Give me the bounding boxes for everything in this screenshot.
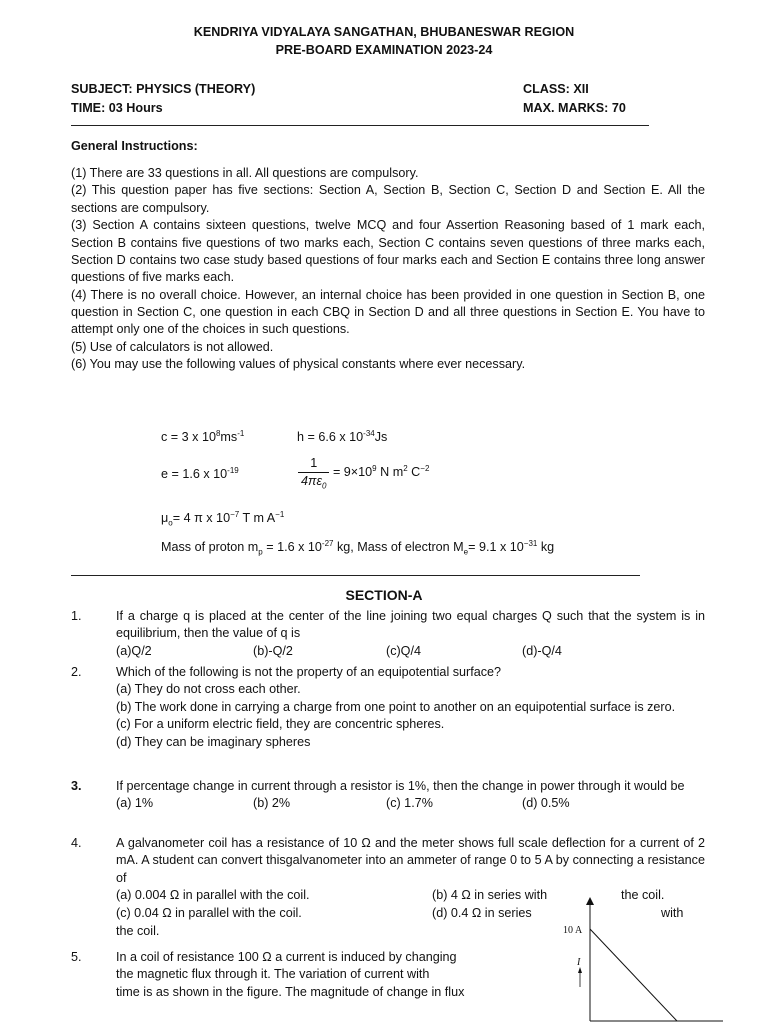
instruction-item: (6) You may use the following values of physical constants where ever necessary. bbox=[71, 357, 526, 372]
question-text-line: the magnetic flux through it. The variation of current with bbox=[116, 967, 430, 982]
option-d: (d)-Q/4 bbox=[522, 643, 562, 658]
graph-y-label: 10 A bbox=[563, 925, 583, 936]
option-c: (c)Q/4 bbox=[386, 643, 421, 658]
option-d: (d) 0.4 Ω in series bbox=[432, 906, 532, 921]
option-d-end: the coil. bbox=[116, 924, 160, 939]
constant-c: c = 3 x $10^8ms^{-1}$ bbox=[161, 428, 245, 444]
question-2 bbox=[71, 664, 711, 751]
option-c: (c) 1.7% bbox=[386, 796, 433, 811]
instruction-item: (5) Use of calculators is not allowed. bbox=[71, 339, 274, 354]
question-5 bbox=[71, 949, 541, 1001]
constant-mu: $\mu_o= 4$ π x $10^{-7}$ T m $A^{-1}$ bbox=[161, 509, 285, 528]
question-text-line: In a coil of resistance 100 Ω a current is induced by changing bbox=[116, 950, 457, 964]
question-number: 1. bbox=[71, 609, 82, 623]
option-a: (a) 0.004 Ω in parallel with the coil. bbox=[116, 888, 310, 903]
option-b: (b) 2% bbox=[253, 796, 291, 811]
coulomb-fraction: $\frac{1}{4\pi\varepsilon_0}$ bbox=[298, 455, 329, 491]
exam-title: PRE-BOARD EXAMINATION 2023-24 bbox=[275, 43, 493, 57]
option-d-tail: with bbox=[661, 906, 684, 921]
question-number: 3. bbox=[71, 779, 82, 793]
question-text: A galvanometer coil has a resistance of 10 Ω and the meter shows full scale deflection for a current of 2 mA. A student can convert thisgalvanometer into an ammeter of range 0 to 5 A by connecting a resistance of bbox=[116, 836, 705, 885]
subject-label: SUBJECT: PHYSICS (THEORY) bbox=[71, 82, 256, 96]
instruction-item: (3) Section A contains sixteen questions, twelve MCQ and four Assertion Reasoning based of 1 mark each, Section B contains five questions of two marks each, Section C contains seven questions of three marks each, Section D contains two case study based questions of four marks each and Section E contains three long answer questions of five marks each. bbox=[71, 218, 705, 285]
max-marks-label: MAX. MARKS: 70 bbox=[523, 101, 626, 115]
option-a: (a) 1% bbox=[116, 796, 154, 811]
option-b: (b) 4 Ω in series with bbox=[432, 888, 548, 903]
question-1 bbox=[71, 608, 711, 661]
graph-axis-label: I bbox=[577, 957, 581, 968]
constant-e: e = 1.6 x $10^{-19}$ bbox=[161, 465, 239, 481]
constant-coulomb: $\frac{1}{4\pi\varepsilon_0}$ = $9\times 10^9$ N $m^2$ $C^{-2}$ bbox=[298, 455, 429, 491]
option-b: (b)-Q/2 bbox=[253, 643, 293, 658]
question-3 bbox=[71, 778, 711, 813]
class-label: CLASS: XII bbox=[523, 82, 589, 96]
y-axis-arrow-icon bbox=[586, 897, 594, 905]
school-name: KENDRIYA VIDYALAYA SANGATHAN, BHUBANESWAR REGION bbox=[193, 25, 575, 39]
time-label: TIME: 03 Hours bbox=[71, 101, 163, 115]
question-number: 2. bbox=[71, 665, 82, 679]
option-b: (b) The work done in carrying a charge from one point to another on an equipotential surface is zero. bbox=[116, 699, 676, 714]
option-c: (c) 0.04 Ω in parallel with the coil. bbox=[116, 906, 302, 921]
option-b-tail: the coil. bbox=[621, 888, 665, 903]
time-row bbox=[71, 100, 631, 117]
section-divider bbox=[71, 575, 640, 576]
instruction-item: (1) There are 33 questions in all. All questions are compulsory. bbox=[71, 166, 419, 180]
current-time-graph bbox=[555, 895, 725, 1024]
question-text: Which of the following is not the property of an equipotential surface? bbox=[116, 665, 502, 679]
constant-h: h = 6.6 x $10^{-34}Js$ bbox=[297, 428, 388, 444]
instructions-title: General Instructions: bbox=[71, 139, 198, 153]
option-a: (a) They do not cross each other. bbox=[116, 682, 301, 697]
option-d: (d) 0.5% bbox=[522, 796, 570, 811]
header-divider bbox=[71, 125, 649, 126]
subject-row bbox=[71, 81, 631, 98]
question-number: 4. bbox=[71, 836, 82, 850]
question-text: If percentage change in current through a resistor is 1%, then the change in power through it would be bbox=[116, 779, 685, 793]
instruction-item: (4) There is no overall choice. However, an internal choice has been provided in one question in Section B, one question in Section C, one question in each CBQ in Section D and all three questions in Section E. You have to attempt only one of the choices in such questions. bbox=[71, 287, 705, 337]
question-number: 5. bbox=[71, 950, 82, 964]
instructions-list bbox=[71, 165, 705, 374]
option-c: (c) For a uniform electric field, they are concentric spheres. bbox=[116, 717, 445, 732]
option-a: (a)Q/2 bbox=[116, 643, 152, 658]
current-line bbox=[590, 929, 677, 1021]
question-text: If a charge q is placed at the center of the line joining two equal charges Q such that the system is in equilibrium, then the value of q is bbox=[116, 609, 705, 641]
instruction-item: (2) This question paper has five sections: Section A, Section B, Section C, Section D and Section E. All the sections are compulsory. bbox=[71, 183, 705, 215]
constant-masses: Mass of proton $m_p = 1.6$ x $10^{-27}$ kg, Mass of electron $M_e= 9.1$ x $10^{-31}$ kg bbox=[161, 538, 555, 557]
question-text-line: time is as shown in the figure. The magnitude of change in flux bbox=[116, 984, 465, 999]
option-d: (d) They can be imaginary spheres bbox=[116, 734, 311, 749]
section-a-title: SECTION-A bbox=[345, 587, 423, 603]
